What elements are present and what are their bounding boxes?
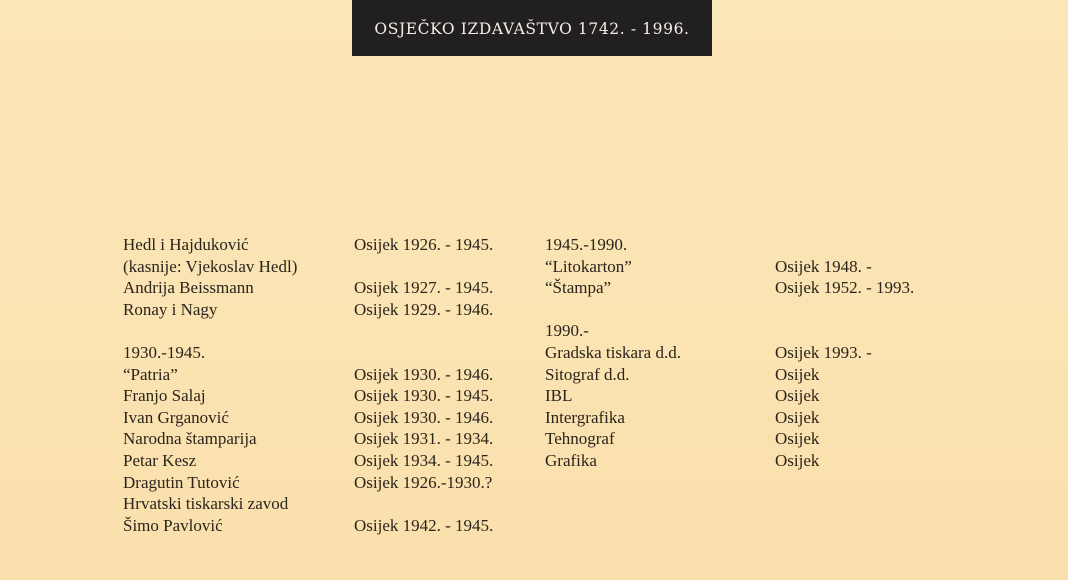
printer-name: “Litokarton” — [545, 256, 632, 276]
list-item — [545, 385, 965, 407]
header-band — [352, 0, 712, 56]
list-item — [545, 364, 965, 386]
printer-place-years: Osijek 1934. - 1945. — [354, 450, 494, 470]
printer-place-years: Osijek — [775, 364, 820, 384]
printer-place-years: Osijek 1929. - 1946. — [354, 299, 494, 319]
period-heading — [545, 320, 965, 342]
printer-place-years: Osijek 1931. - 1934. — [354, 429, 494, 449]
list-item — [545, 277, 965, 299]
printer-name: Narodna štamparija — [123, 429, 257, 449]
list-item — [123, 234, 533, 256]
left-column — [123, 234, 533, 536]
printer-name: IBL — [545, 386, 573, 406]
list-item — [123, 364, 533, 386]
period-heading-text: 1945.-1990. — [545, 235, 628, 254]
printer-name: Šimo Pavlović — [123, 515, 223, 535]
printer-name: Gradska tiskara d.d. — [545, 342, 681, 362]
period-heading-text: 1930.-1945. — [123, 342, 206, 362]
printer-name: “Štampa” — [545, 278, 612, 298]
period-heading — [545, 234, 965, 256]
list-item — [123, 256, 533, 278]
printer-place-years: Osijek — [775, 407, 820, 427]
list-item — [123, 277, 533, 299]
printer-name: Intergrafika — [545, 407, 625, 427]
right-column — [545, 234, 965, 472]
printer-place-years: Osijek 1993. - — [775, 342, 872, 362]
list-item — [545, 450, 965, 472]
printer-place-years: Osijek 1926. - 1945. — [354, 235, 494, 254]
period-heading — [123, 342, 533, 364]
printer-name: Tehnograf — [545, 429, 615, 449]
printer-place-years: Osijek 1952. - 1993. — [775, 278, 915, 298]
list-item — [123, 385, 533, 407]
printer-name: Petar Kesz — [123, 450, 197, 470]
list-item — [123, 428, 533, 450]
list-item — [545, 342, 965, 364]
list-item — [545, 256, 965, 278]
page-title: OSJEČKO IZDAVAŠTVO 1742. - 1996. — [374, 20, 690, 38]
printer-name: Dragutin Tutović — [123, 472, 240, 492]
printer-place-years: Osijek 1948. - — [775, 256, 872, 276]
printer-name: Sitograf d.d. — [545, 364, 630, 384]
printer-place-years: Osijek — [775, 450, 820, 470]
printer-place-years: Osijek 1927. - 1945. — [354, 278, 494, 298]
printer-name: Franjo Salaj — [123, 386, 206, 406]
spacer — [545, 299, 965, 321]
list-item — [123, 472, 533, 494]
printer-place-years: Osijek 1930. - 1945. — [354, 386, 494, 406]
list-item — [123, 407, 533, 429]
printer-place-years: Osijek 1930. - 1946. — [354, 364, 494, 384]
printer-name: Andrija Beissmann — [123, 278, 254, 298]
list-item — [123, 299, 533, 321]
list-item — [123, 450, 533, 472]
printer-place-years: Osijek 1942. - 1945. — [354, 515, 494, 535]
list-item — [123, 493, 533, 515]
printer-place-years: Osijek 1926.-1930.? — [354, 472, 493, 492]
list-item — [545, 428, 965, 450]
printer-place-years: Osijek 1930. - 1946. — [354, 407, 494, 427]
printer-name: Grafika — [545, 450, 597, 470]
printer-name: Ivan Grganović — [123, 407, 229, 427]
period-heading-text: 1990.- — [545, 321, 589, 341]
printer-place-years: Osijek — [775, 429, 820, 449]
printer-name: Hedl i Hajduković — [123, 235, 249, 254]
printer-name: “Patria” — [123, 364, 178, 384]
printer-name: Hrvatski tiskarski zavod — [123, 494, 289, 514]
list-item — [545, 407, 965, 429]
printer-place-years: Osijek — [775, 386, 820, 406]
printer-name: Ronay i Nagy — [123, 299, 218, 319]
list-item — [123, 515, 533, 537]
printer-name: (kasnije: Vjekoslav Hedl) — [123, 256, 298, 276]
spacer — [123, 320, 533, 342]
